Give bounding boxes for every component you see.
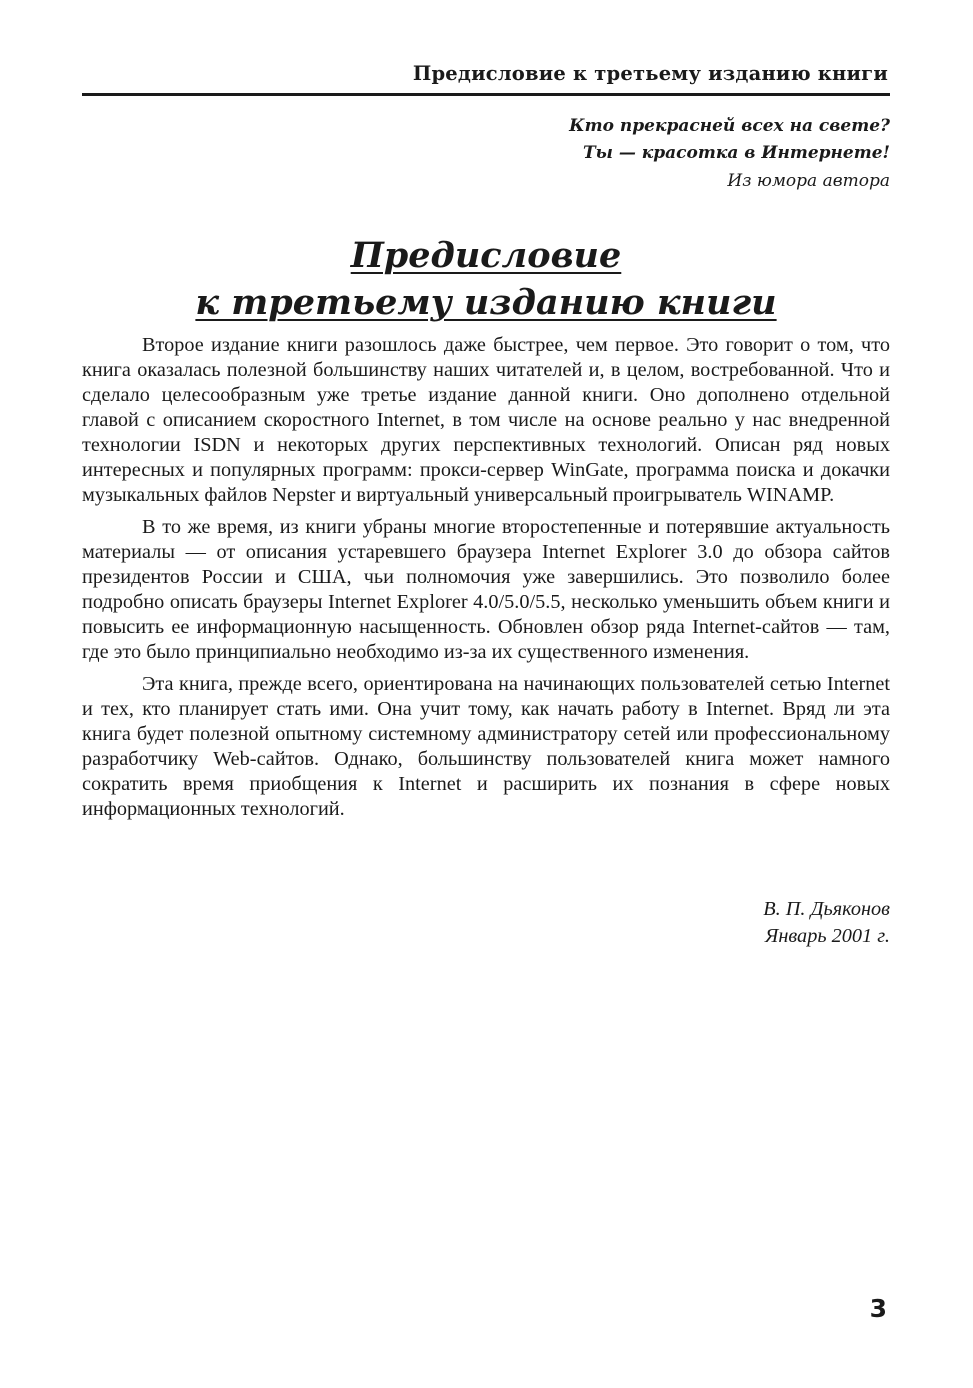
epigraph-source: Из юмора автора (727, 171, 890, 191)
signature-author: В. П. Дьяконов (763, 898, 890, 920)
chapter-title-line-1: Предисловие (350, 235, 622, 276)
epigraph-line-2: Ты — красотка в Интернете! (582, 143, 890, 163)
header-rule (82, 93, 890, 96)
chapter-title (82, 232, 890, 326)
signature-date: Январь 2001 г. (765, 925, 890, 947)
paragraph-1: Второе издание книги разошлось даже быстрее, чем первое. Это говорит о том, что книга оказалась полезной большинству наших читателей и, в целом, востребованной. Что и сделало целесообразным уже третье издание данной книги. Оно дополнено отдельной главой с описанием скоростного Internet, в том числе на основе реально у нас внедренной технологии ISDN и некоторых других перспективных технологий. Описан ряд новых интересных и популярных программ: прокси-сервер WinGate, программа поиска и докачки музыкальных файлов Nepster и виртуальный универсальный проигрыватель WINAMP. (82, 334, 890, 506)
signature (763, 896, 890, 950)
paragraph-3: Эта книга, прежде всего, ориентирована на начинающих пользователей сетью Internet и тех, кто планирует стать ими. Она учит тому, как начать работу в Internet. Вряд ли эта книга будет полезной опытному системному администратору сетей или профессиональному разработчику Web-сайтов. Однако, большинству пользователей книга может намного сократить время приобщения к Internet и расширить их познания в сфере новых информационных технологий. (82, 673, 890, 820)
chapter-title-line-2: к третьему изданию книги (195, 282, 777, 323)
body-text (82, 333, 890, 829)
paragraph-2: В то же время, из книги убраны многие второстепенные и потерявшие актуальность материалы — от описания устаревшего браузера Internet Explorer 3.0 до обзора сайтов президентов России и США, чьи полномочия уже завершились. Это позволило более подробно описать браузеры Internet Explorer 4.0/5.0/5.5, несколько уменьшить объем книги и повысить ее информационную насыщенность. Обновлен обзор ряда Internet-сайтов — там, где это было принципиально необходимо из-за их существенного изменения. (82, 516, 890, 663)
epigraph-line-1: Кто прекрасней всех на свете? (569, 116, 890, 136)
running-head: Предисловие к третьему изданию книги (412, 62, 888, 85)
epigraph (569, 113, 890, 195)
page-number: 3 (869, 1294, 887, 1323)
